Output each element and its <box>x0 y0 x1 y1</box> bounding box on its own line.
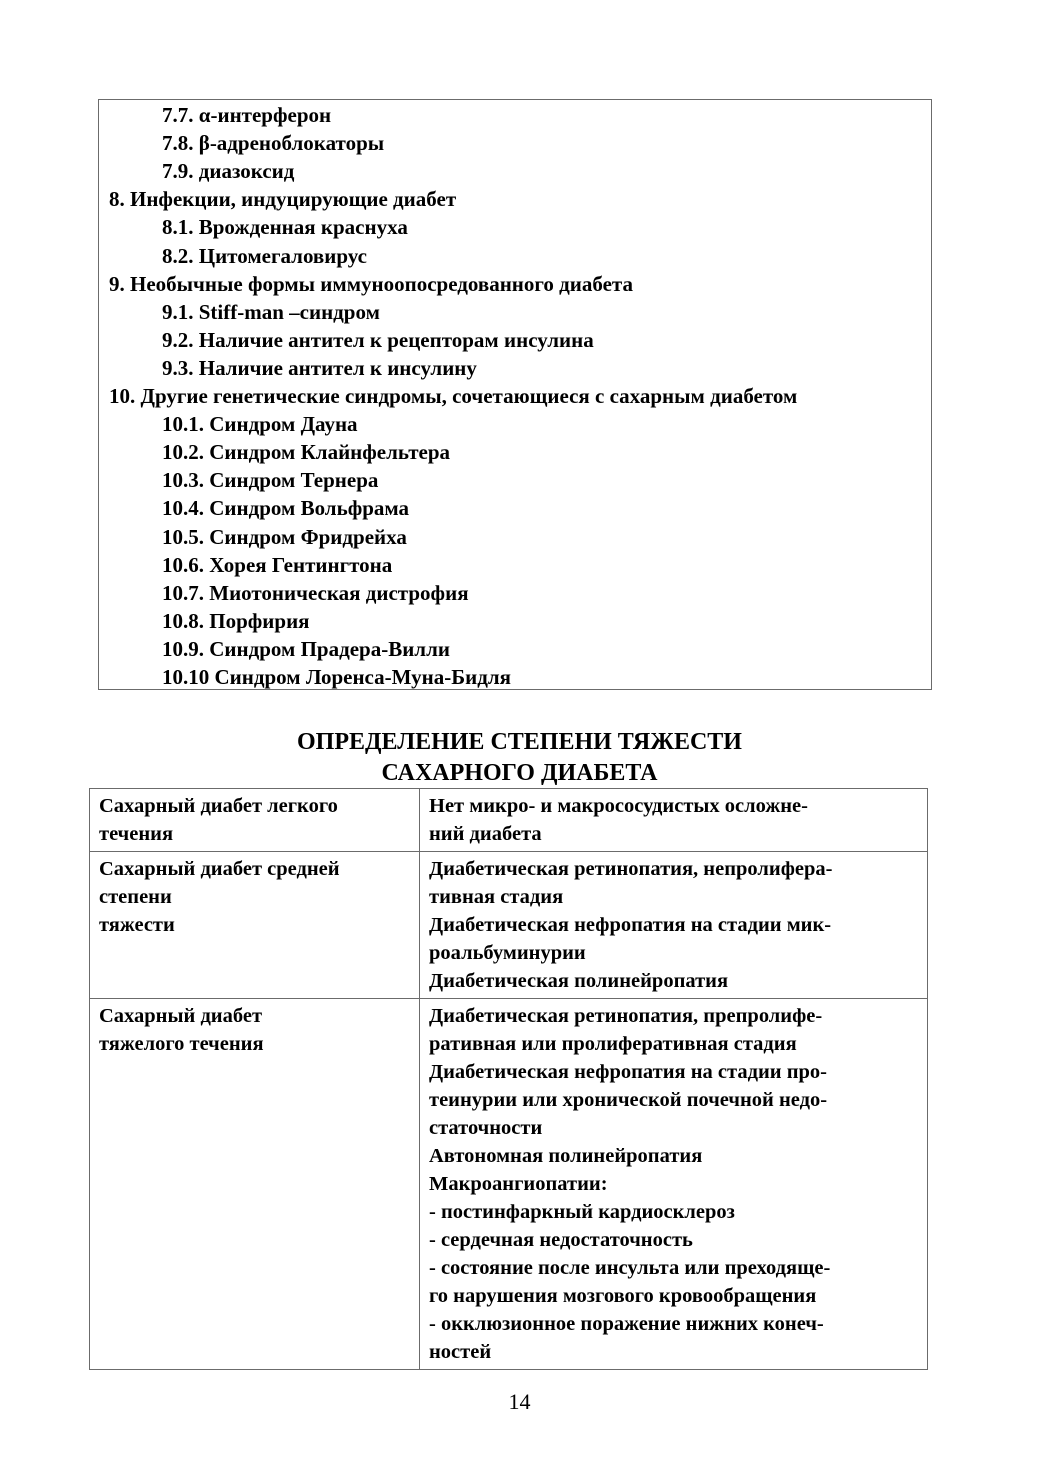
cell-text-line: статочности <box>429 1117 543 1139</box>
list-item: 9.1. Stiff-man –синдром <box>162 299 380 324</box>
cell-text-line: теинурии или хронической почечной недо- <box>429 1089 828 1111</box>
section-title-line-1: ОПРЕДЕЛЕНИЕ СТЕПЕНИ ТЯЖЕСТИ <box>297 729 742 755</box>
list-item: 9.3. Наличие антител к инсулину <box>162 355 477 380</box>
cell-text-line: тяжелого течения <box>99 1033 264 1055</box>
list-item: 7.8. β-адреноблокаторы <box>162 131 385 156</box>
cell-text-line: роальбуминурии <box>429 942 586 964</box>
cell-text-line: Автономная полинейропатия <box>429 1145 703 1167</box>
list-item: 10.10 Синдром Лоренса-Муна-Бидля <box>162 665 512 689</box>
cell-text-line: - состояние после инсульта или преходяще- <box>429 1257 831 1279</box>
list-item: 9. Необычные формы иммуноопосредованного диабета <box>109 271 633 296</box>
list-item: 7.7. α-интерферон <box>162 103 332 127</box>
cell-text-line: тяжести <box>99 914 175 936</box>
complications-cell <box>420 999 928 1370</box>
cell-text-line: Сахарный диабет легкого <box>99 795 338 817</box>
cell-text-line: ративная или пролиферативная стадия <box>429 1033 797 1055</box>
list-item: 9.2. Наличие антител к рецепторам инсулина <box>162 327 594 352</box>
cell-text-line: - окклюзионное поражение нижних конеч- <box>429 1313 824 1335</box>
severity-table <box>89 788 928 1370</box>
cell-text-line: - сердечная недостаточность <box>429 1229 693 1251</box>
cell-text-line: Сахарный диабет средней <box>99 858 340 880</box>
cell-text-line: Диабетическая полинейропатия <box>429 970 729 992</box>
cell-text-line: - постинфаркный кардиосклероз <box>429 1201 735 1223</box>
list-item: 8.2. Цитомегаловирус <box>162 243 367 268</box>
cell-text-line: ностей <box>429 1341 492 1363</box>
cell-text-line: Диабетическая нефропатия на стадии мик- <box>429 914 832 936</box>
complications-cell <box>420 852 928 999</box>
cell-text-line: ний диабета <box>429 823 542 845</box>
list-item: 10.9. Синдром Прадера-Вилли <box>162 636 450 661</box>
severity-degree-cell <box>90 999 420 1370</box>
cell-text-line: Диабетическая ретинопатия, непролифера- <box>429 858 833 880</box>
list-item: 10.1. Синдром Дауна <box>162 412 358 437</box>
list-item: 8.1. Врожденная краснуха <box>162 215 408 240</box>
list-item: 10.3. Синдром Тернера <box>162 468 379 493</box>
cell-text-line: степени <box>99 886 172 908</box>
cell-text-line: Нет микро- и макрососудистых осложне- <box>429 795 808 817</box>
cell-text-line: тивная стадия <box>429 886 564 908</box>
cell-text-line: течения <box>99 823 174 845</box>
cell-text-line: Сахарный диабет <box>99 1005 263 1027</box>
cell-text-line: Диабетическая ретинопатия, препролифе- <box>429 1005 823 1027</box>
table-row <box>90 999 928 1370</box>
table-row <box>90 852 928 999</box>
table-row <box>90 789 928 852</box>
list-item: 10. Другие генетические синдромы, сочетающиеся с сахарным диабетом <box>109 384 798 408</box>
severity-degree-cell <box>90 852 420 999</box>
list-item: 10.8. Порфирия <box>162 608 310 633</box>
list-item: 8. Инфекции, индуцирующие диабет <box>109 187 457 212</box>
list-item: 10.7. Миотоническая дистрофия <box>162 580 469 605</box>
list-item: 10.2. Синдром Клайнфельтера <box>162 440 451 465</box>
complications-cell <box>420 789 928 852</box>
cell-text-line: Диабетическая нефропатия на стадии про- <box>429 1061 827 1083</box>
cell-text-line: Макроангиопатии: <box>429 1173 608 1195</box>
list-item: 10.5. Синдром Фридрейха <box>162 524 407 549</box>
cell-text-line: го нарушения мозгового кровообращения <box>429 1285 817 1307</box>
section-title-line-2: САХАРНОГО ДИАБЕТА <box>381 760 658 786</box>
classification-list-box <box>98 99 932 690</box>
list-item: 10.4. Синдром Вольфрама <box>162 496 410 521</box>
page-number: 14 <box>508 1389 531 1414</box>
list-item: 10.6. Хорея Гентингтона <box>162 552 393 577</box>
list-item: 7.9. диазоксид <box>162 159 295 184</box>
severity-degree-cell <box>90 789 420 852</box>
